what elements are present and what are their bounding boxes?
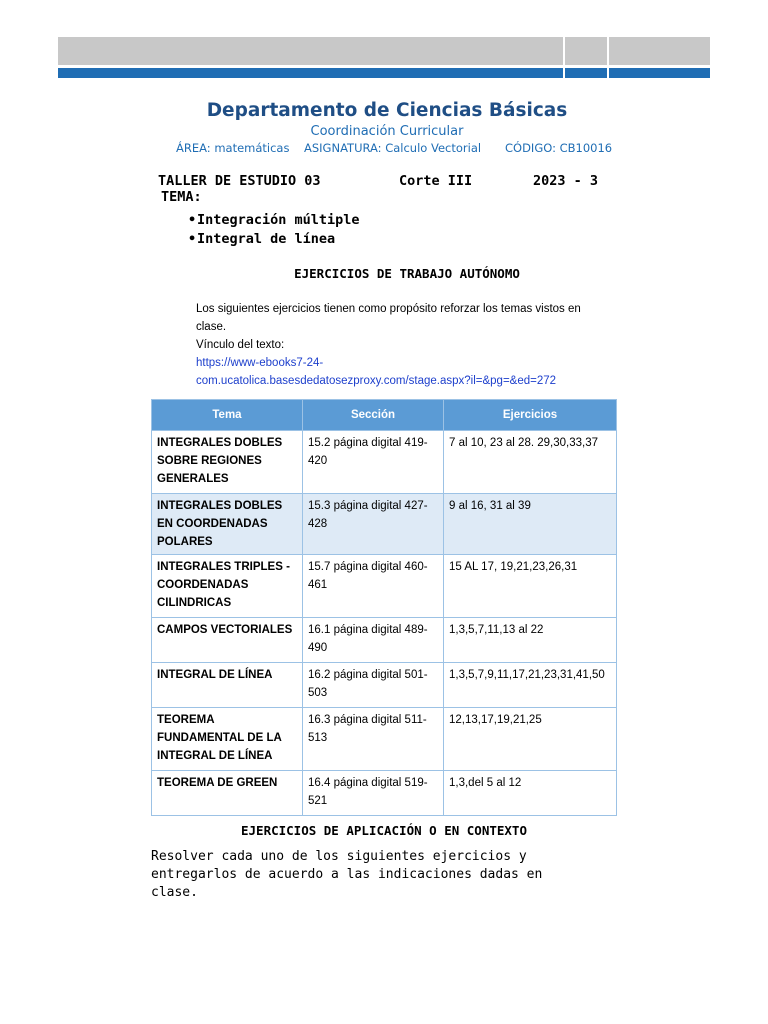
section-cell: 16.4 página digital 519-521 [303,771,444,816]
link-label: Vínculo del texto: [196,339,285,351]
theme-label: TEMA: [161,189,202,205]
tema-cell: INTEGRALES TRIPLES - COORDENADAS CILINDRICAS [152,555,303,618]
section-cell: 16.3 página digital 511-513 [303,708,444,771]
section-cell: 16.2 página digital 501-503 [303,663,444,708]
code-label: CÓDIGO: CB10016 [505,141,613,155]
coordination-subtitle: Coordinación Curricular [310,124,464,139]
area-label: ÁREA: matemáticas [176,141,290,155]
intro-text: clase. [196,321,227,333]
topic-list [188,211,360,249]
exercises-cell: 1,3,del 5 al 12 [444,771,617,816]
column-header: Sección [303,400,444,431]
subject-label: ASIGNATURA: Calculo Vectorial [304,141,482,155]
table-row [152,663,617,708]
column-header: Ejercicios [444,400,617,431]
banner-gray-segment [565,37,607,65]
banner-gray-segment [58,37,563,65]
table-row [152,431,617,494]
header-banner [58,37,710,78]
section-cell: 15.2 página digital 419-420 [303,431,444,494]
intro-text: Los siguientes ejercicios tienen como propósito reforzar los temas vistos en [196,303,581,315]
exercises-cell: 7 al 10, 23 al 28. 29,30,33,37 [444,431,617,494]
topic-item: •Integración múltiple [188,212,360,228]
intro-block [196,300,616,390]
table-row [152,708,617,771]
exercises-cell: 1,3,5,7,11,13 al 22 [444,618,617,663]
tema-cell: TEOREMA FUNDAMENTAL DE LA INTEGRAL DE LÍNEA [152,708,303,771]
section-cell: 16.1 página digital 489-490 [303,618,444,663]
workshop-title: TALLER DE ESTUDIO 03 [158,173,321,189]
autonomous-title: EJERCICIOS DE TRABAJO AUTÓNOMO [294,266,520,281]
tema-cell: TEOREMA DE GREEN [152,771,303,816]
tema-cell: CAMPOS VECTORIALES [152,618,303,663]
tema-cell: INTEGRALES DOBLES EN COORDENADAS POLARES [152,494,303,555]
bullet-icon: • [188,231,197,247]
table-row [152,494,617,555]
table-row [152,618,617,663]
section-cell: 15.7 página digital 460-461 [303,555,444,618]
exercises-cell: 9 al 16, 31 al 39 [444,494,617,555]
banner-gray-segment [609,37,710,65]
tema-cell: INTEGRALES DOBLES SOBRE REGIONES GENERALES [152,431,303,494]
section-cell: 15.3 página digital 427-428 [303,494,444,555]
banner-blue-segment [565,68,607,78]
banner-blue-segment [609,68,710,78]
department-title: Departamento de Ciencias Básicas [206,100,568,121]
textbook-link[interactable]: com.ucatolica.basesdedatosezproxy.com/stage.aspx?il=&pg=&ed=272 [196,375,557,387]
textbook-link[interactable]: https://www-ebooks7-24- [196,357,324,369]
exercises-cell: 1,3,5,7,9,11,17,21,23,31,41,50 [444,663,617,708]
tema-cell: INTEGRAL DE LÍNEA [152,663,303,708]
column-header: Tema [152,400,303,431]
application-title: EJERCICIOS DE APLICACIÓN O EN CONTEXTO [241,823,527,838]
table-row [152,771,617,816]
application-text: Resolver cada uno de los siguientes ejercicios y entregarlos de acuerdo a las indicaciones dadas en clase. [151,849,543,900]
topic-item: •Integral de línea [188,231,336,247]
exercises-cell: 15 AL 17, 19,21,23,26,31 [444,555,617,618]
exercises-cell: 12,13,17,19,21,25 [444,708,617,771]
exercises-table [151,399,617,816]
workshop-cut: Corte III [399,173,473,189]
banner-blue-segment [58,68,563,78]
bullet-icon: • [188,212,197,228]
table-header-row [152,400,617,431]
workshop-period: 2023 - 3 [533,173,599,189]
table-row [152,555,617,618]
